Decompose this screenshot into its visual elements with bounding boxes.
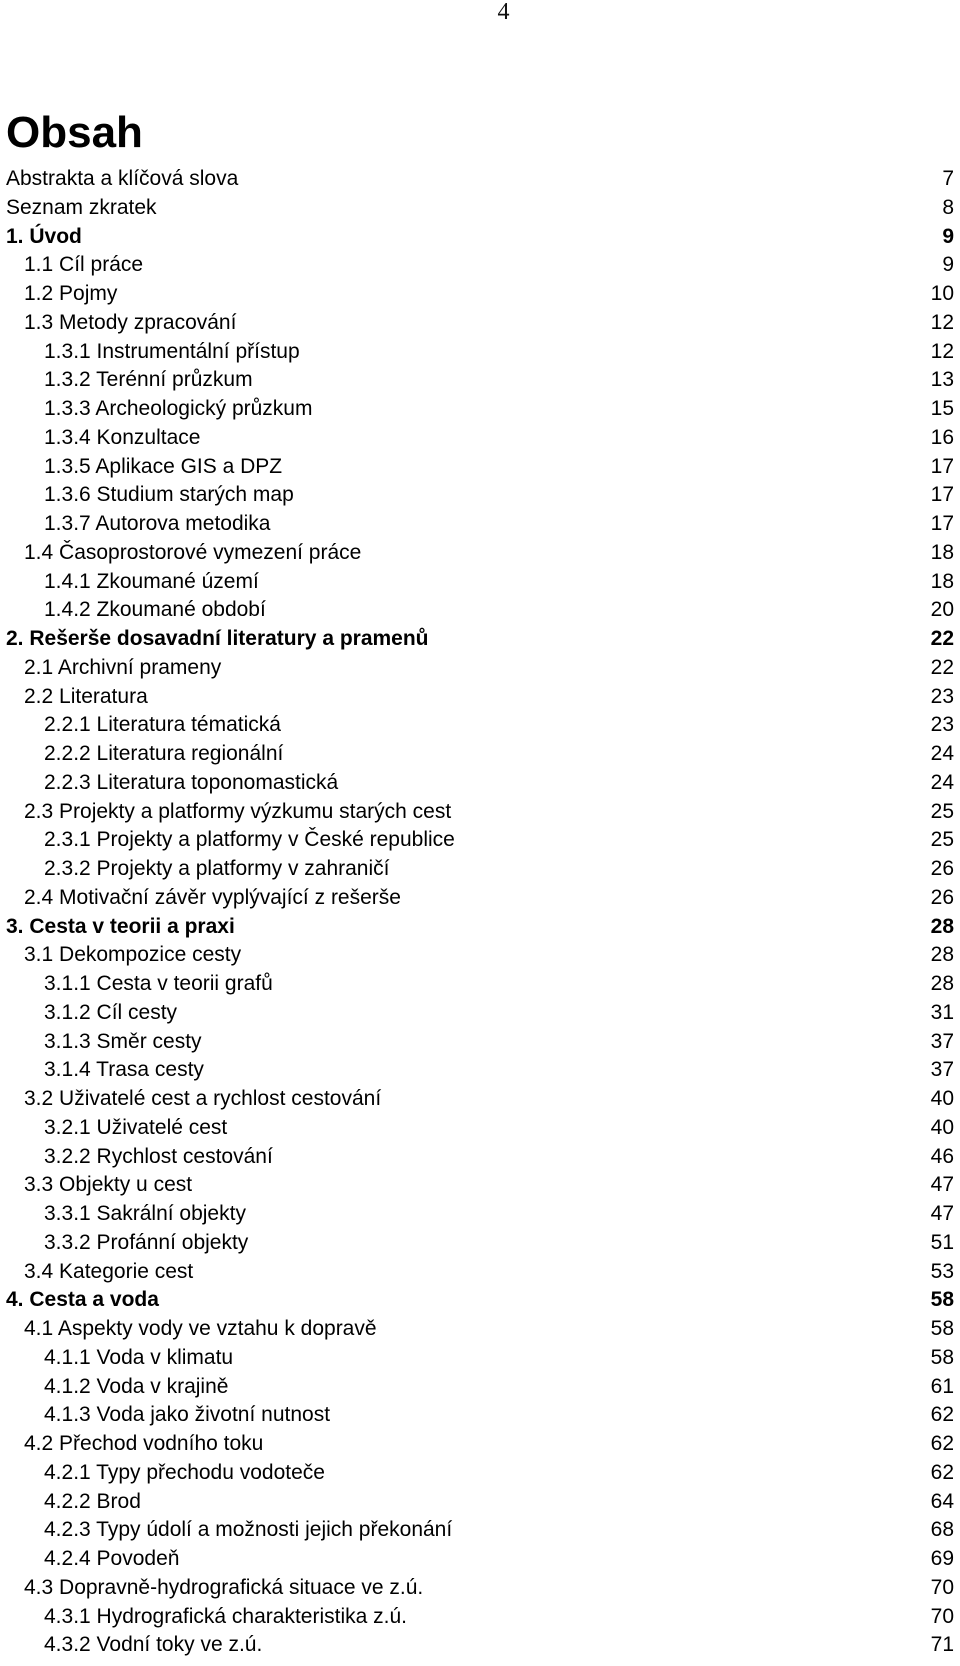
toc-entry-page-number: 37 (930, 1029, 954, 1053)
toc-entry[interactable] (0, 999, 960, 1028)
toc-entry[interactable] (0, 941, 960, 970)
toc-entry-label: 4.1.3 Voda jako životní nutnost (44, 1403, 331, 1427)
toc-entry[interactable] (0, 366, 960, 395)
toc-entry[interactable] (0, 913, 960, 942)
toc-entry-label: 1.4.1 Zkoumané území (44, 569, 259, 593)
toc-entry-label: 1.3.4 Konzultace (44, 425, 201, 449)
toc-entry-label: 4.2.4 Povodeň (44, 1547, 180, 1570)
toc-entry-label: 2.3 Projekty a platformy výzkumu starých cest (24, 799, 452, 823)
toc-entry-page-number: 58 (930, 1345, 954, 1369)
toc-entry[interactable] (0, 1114, 960, 1143)
toc-entry[interactable] (0, 453, 960, 482)
toc-entry-label: 4.1.2 Voda v krajině (44, 1374, 229, 1398)
toc-entry-label: 3.3.1 Sakrální objekty (44, 1202, 246, 1225)
toc-entry[interactable] (0, 1516, 960, 1545)
toc-entry-label: 3.2.1 Uživatelé cest (44, 1115, 228, 1139)
toc-entry-label: 4.1 Aspekty vody ve vztahu k dopravě (24, 1317, 377, 1340)
toc-entry[interactable] (0, 1229, 960, 1258)
toc-entry-label: Abstrakta a klíčová slova (6, 167, 239, 190)
toc-entry[interactable] (0, 1401, 960, 1430)
toc-entry-page-number: 70 (930, 1575, 954, 1599)
toc-entry[interactable] (0, 1171, 960, 1200)
toc-entry-label: 4.2.1 Typy přechodu vodoteče (44, 1460, 325, 1484)
toc-entry[interactable] (0, 539, 960, 568)
toc-entry-page-number: 28 (930, 972, 954, 995)
toc-entry[interactable] (0, 280, 960, 309)
toc-entry-label: 4.3.1 Hydrografická charakteristika z.ú. (44, 1604, 407, 1628)
toc-entry-label: 1.3 Metody zpracování (24, 310, 237, 334)
toc-entry-page-number: 24 (930, 742, 954, 765)
toc-entry-page-number: 58 (930, 1317, 954, 1340)
toc-entry[interactable] (0, 309, 960, 338)
table-of-contents (0, 165, 960, 1660)
toc-entry[interactable] (0, 1459, 960, 1488)
toc-entry-label: 3.1.1 Cesta v teorii grafů (44, 972, 273, 995)
toc-entry-label: 1.3.7 Autorova metodika (44, 512, 271, 535)
toc-entry-label: 1.3.5 Aplikace GIS a DPZ (44, 454, 283, 478)
toc-entry-page-number: 22 (930, 655, 954, 679)
toc-entry-page-number: 51 (930, 1230, 954, 1254)
toc-entry-page-number: 62 (930, 1460, 954, 1484)
toc-entry-page-number: 15 (930, 397, 954, 420)
toc-entry[interactable] (0, 1373, 960, 1402)
toc-entry-page-number: 20 (930, 598, 954, 622)
toc-entry[interactable] (0, 1143, 960, 1172)
toc-entry[interactable] (0, 1631, 960, 1660)
toc-entry-label: 2.3.2 Projekty a platformy v zahraničí (44, 857, 390, 880)
toc-entry[interactable] (0, 1085, 960, 1114)
toc-entry-page-number: 40 (930, 1087, 954, 1110)
toc-entry[interactable] (0, 769, 960, 798)
toc-entry-page-number: 69 (930, 1547, 954, 1570)
toc-entry-page-number: 7 (942, 167, 954, 190)
toc-entry-label: 2.4 Motivační závěr vyplývající z rešerše (24, 885, 401, 909)
toc-entry[interactable] (0, 654, 960, 683)
toc-entry-page-number: 22 (930, 627, 954, 650)
toc-entry-page-number: 26 (930, 857, 954, 880)
toc-entry-page-number: 18 (930, 569, 954, 593)
toc-entry-label: 3.1.2 Cíl cesty (44, 1000, 178, 1024)
toc-entry-label: 4.3 Dopravně-hydrografická situace ve z.ú. (24, 1575, 424, 1599)
toc-entry[interactable] (0, 884, 960, 913)
toc-entry-label: 2.2.3 Literatura toponomastická (44, 770, 339, 794)
toc-entry-page-number: 71 (930, 1633, 954, 1657)
toc-entry[interactable] (0, 711, 960, 740)
toc-entry-page-number: 70 (930, 1604, 954, 1628)
toc-entry-page-number: 68 (930, 1518, 954, 1542)
toc-entry-label: 4.2.2 Brod (44, 1489, 141, 1513)
toc-entry[interactable] (0, 1488, 960, 1517)
toc-entry-page-number: 17 (930, 512, 954, 535)
toc-entry-page-number: 25 (930, 828, 954, 852)
toc-entry-page-number: 40 (930, 1115, 954, 1139)
toc-entry[interactable] (0, 1545, 960, 1574)
toc-entry[interactable] (0, 1574, 960, 1603)
toc-entry-label: 4.2 Přechod vodního toku (24, 1432, 264, 1455)
toc-entry-page-number: 18 (930, 540, 954, 564)
toc-entry-label: 1.4 Časoprostorové vymezení práce (24, 540, 362, 564)
toc-entry[interactable] (0, 194, 960, 223)
toc-entry-label: 1.3.1 Instrumentální přístup (44, 339, 300, 363)
toc-entry[interactable] (0, 223, 960, 252)
toc-entry-label: 4.1.1 Voda v klimatu (44, 1345, 234, 1369)
toc-entry-label: 3. Cesta v teorii a praxi (6, 914, 235, 938)
toc-entry[interactable] (0, 481, 960, 510)
toc-entry-page-number: 17 (930, 483, 954, 507)
toc-entry[interactable] (0, 424, 960, 453)
toc-entry-page-number: 61 (930, 1374, 954, 1398)
toc-entry-page-number: 46 (930, 1144, 954, 1168)
toc-entry[interactable] (0, 855, 960, 884)
toc-entry-label: 4.2.3 Typy údolí a možnosti jejich překonání (44, 1518, 453, 1542)
toc-entry-page-number: 62 (930, 1432, 954, 1455)
toc-entry[interactable] (0, 1430, 960, 1459)
toc-entry-page-number: 26 (930, 885, 954, 909)
toc-entry-label: 3.1.3 Směr cesty (44, 1029, 202, 1053)
toc-entry-label: 4.3.2 Vodní toky ve z.ú. (44, 1633, 263, 1657)
toc-entry-label: 2.3.1 Projekty a platformy v České republice (44, 828, 455, 852)
toc-entry[interactable] (0, 510, 960, 539)
toc-entry[interactable] (0, 1603, 960, 1632)
toc-entry[interactable] (0, 826, 960, 855)
toc-entry-label: 3.2.2 Rychlost cestování (44, 1144, 273, 1168)
toc-entry[interactable] (0, 395, 960, 424)
toc-entry-label: 2.2.2 Literatura regionální (44, 742, 284, 765)
toc-entry-label: 2.2 Literatura (24, 684, 148, 708)
toc-entry-label: 3.3 Objekty u cest (24, 1173, 193, 1197)
toc-entry-page-number: 53 (930, 1259, 954, 1283)
toc-entry-page-number: 28 (930, 914, 954, 938)
toc-entry-page-number: 31 (930, 1000, 954, 1024)
toc-entry-page-number: 23 (930, 713, 954, 737)
toc-entry-page-number: 47 (930, 1202, 954, 1225)
toc-entry[interactable] (0, 1200, 960, 1229)
toc-entry[interactable] (0, 1028, 960, 1057)
toc-entry[interactable] (0, 740, 960, 769)
toc-entry-label: Seznam zkratek (6, 195, 157, 219)
toc-entry-label: 3.1 Dekompozice cesty (24, 943, 242, 967)
toc-entry[interactable] (0, 1286, 960, 1315)
toc-entry-label: 3.3.2 Profánní objekty (44, 1230, 249, 1254)
toc-entry[interactable] (0, 338, 960, 367)
toc-entry-label: 2.1 Archivní prameny (24, 655, 222, 679)
toc-entry-label: 2.2.1 Literatura tématická (44, 713, 281, 737)
toc-entry-page-number: 23 (930, 684, 954, 708)
toc-entry-page-number: 16 (930, 425, 954, 449)
toc-entry[interactable] (0, 683, 960, 712)
toc-entry[interactable] (0, 970, 960, 999)
toc-entry-label: 1.4.2 Zkoumané období (44, 598, 266, 622)
toc-entry-page-number: 9 (942, 253, 954, 277)
toc-entry-page-number: 12 (930, 310, 954, 334)
toc-entry[interactable] (0, 1056, 960, 1085)
toc-entry-page-number: 8 (942, 195, 954, 219)
toc-entry[interactable] (0, 1344, 960, 1373)
page-number: 4 (497, 0, 510, 25)
toc-entry-page-number: 17 (930, 454, 954, 478)
toc-entry-page-number: 12 (930, 339, 954, 363)
toc-entry-page-number: 58 (930, 1288, 954, 1312)
toc-entry-label: 3.1.4 Trasa cesty (44, 1058, 204, 1082)
toc-entry-label: 3.4 Kategorie cest (24, 1259, 194, 1283)
toc-entry-page-number: 47 (930, 1173, 954, 1197)
toc-entry[interactable] (0, 165, 960, 194)
toc-entry-page-number: 9 (942, 224, 954, 248)
toc-entry[interactable] (0, 625, 960, 654)
toc-entry[interactable] (0, 798, 960, 827)
toc-entry-label: 2. Rešerše dosavadní literatury a pramenů (6, 627, 429, 650)
toc-entry-label: 1.3.2 Terénní průzkum (44, 368, 253, 392)
toc-entry-page-number: 24 (930, 770, 954, 794)
toc-entry-page-number: 25 (930, 799, 954, 823)
toc-entry-page-number: 62 (930, 1403, 954, 1427)
toc-entry-label: 1.3.6 Studium starých map (44, 483, 294, 507)
toc-entry-page-number: 37 (930, 1058, 954, 1082)
toc-entry-label: 1. Úvod (6, 224, 82, 248)
toc-entry-label: 4. Cesta a voda (6, 1288, 159, 1312)
toc-entry[interactable] (0, 1258, 960, 1287)
toc-entry-page-number: 13 (930, 368, 954, 392)
toc-entry-label: 1.3.3 Archeologický průzkum (44, 397, 313, 420)
page-title: Obsah (6, 108, 143, 157)
toc-entry-label: 1.1 Cíl práce (24, 253, 144, 277)
toc-entry[interactable] (0, 1315, 960, 1344)
toc-entry-page-number: 28 (930, 943, 954, 967)
toc-entry[interactable] (0, 596, 960, 625)
toc-entry[interactable] (0, 251, 960, 280)
toc-entry-page-number: 10 (930, 282, 954, 305)
toc-entry-label: 3.2 Uživatelé cest a rychlost cestování (24, 1087, 382, 1110)
toc-entry[interactable] (0, 568, 960, 597)
toc-entry-label: 1.2 Pojmy (24, 282, 118, 305)
toc-entry-page-number: 64 (930, 1489, 954, 1513)
